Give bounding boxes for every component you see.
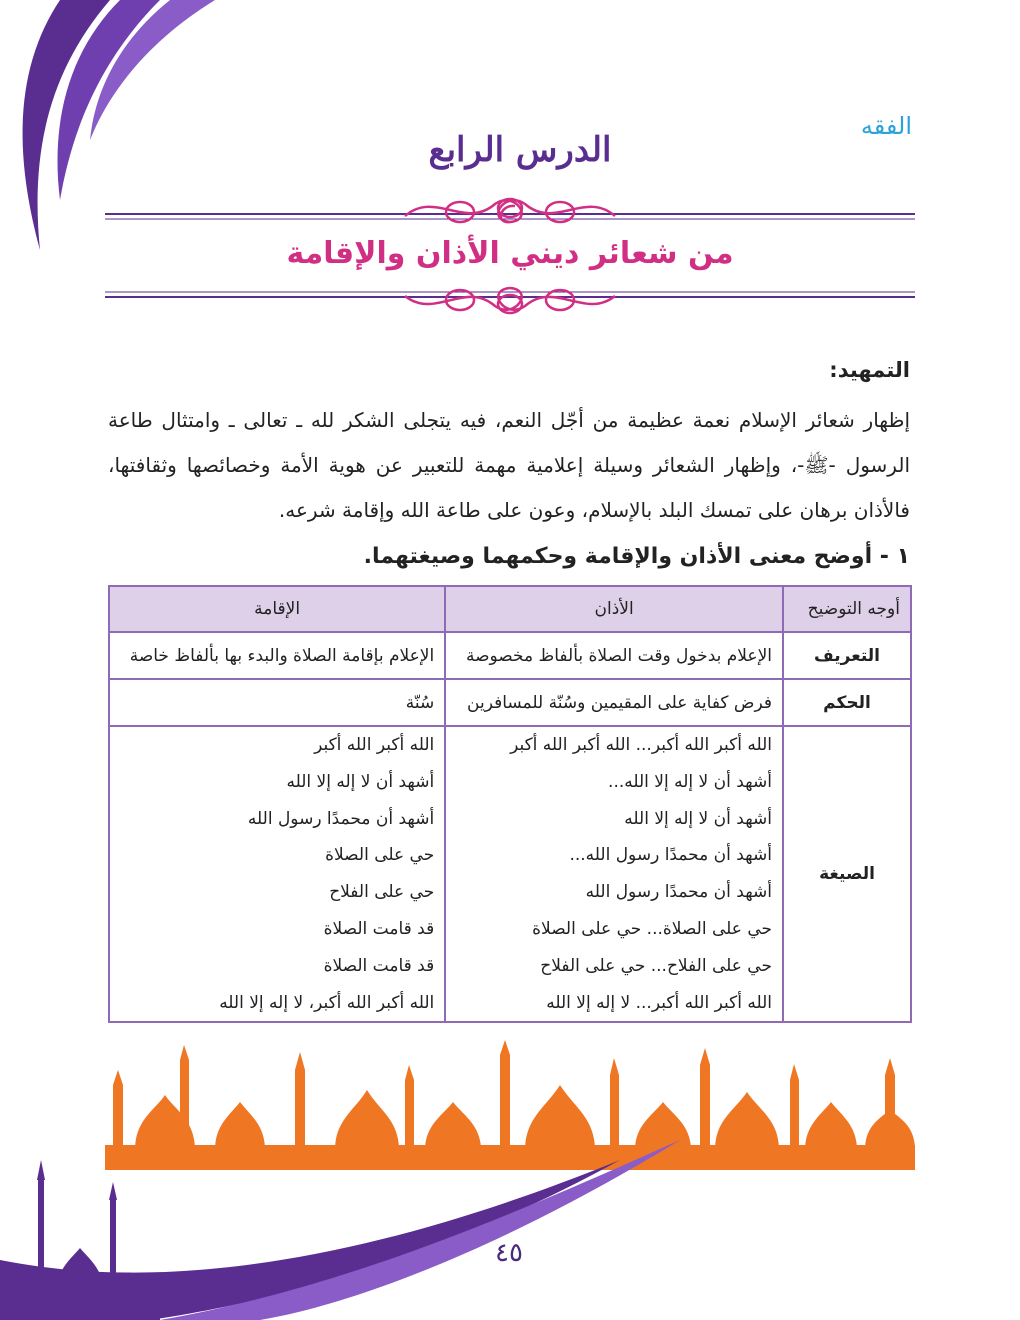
intro-paragraph: إظهار شعائر الإسلام نعمة عظيمة من أجّل النعم، فيه يتجلى الشكر لله ـ تعالى ـ وامتثال طاعة الرسول -ﷺ-، وإظهار الشعائر وسيلة إعلامية مهمة للتعبير عن هوية الأمة وخصائصها وثقافتها، فالأذان برهان على تمسك البلد بالإسلام، وعون على طاعة الله وإقامة شرعه. bbox=[108, 408, 910, 522]
bottom-swoosh-decoration bbox=[0, 1120, 700, 1320]
question-1: ١ - أوضح معنى الأذان والإقامة وحكمهما وصيغتهما. bbox=[363, 544, 910, 569]
table-row-formula bbox=[109, 726, 911, 1022]
adhan-line: أشهد أن لا إله إلا الله... bbox=[608, 771, 772, 792]
header-aspects: أوجه التوضيح bbox=[783, 586, 911, 632]
table-header-row bbox=[109, 586, 911, 632]
lesson-number: الدرس الرابع bbox=[428, 130, 612, 170]
row-label-ruling: الحكم bbox=[783, 679, 911, 726]
header-adhan: الأذان bbox=[445, 586, 783, 632]
iqama-line: قد قامت الصلاة bbox=[323, 918, 435, 939]
subject-label: الفقه bbox=[860, 112, 912, 140]
adhan-line: أشهد أن محمدًا رسول الله... bbox=[569, 845, 772, 866]
iqama-formula bbox=[109, 726, 445, 1022]
lesson-title: من شعائر ديني الأذان والإقامة bbox=[286, 236, 734, 271]
adhan-line: أشهد أن لا إله إلا الله bbox=[624, 808, 772, 829]
iqama-line: الله أكبر الله أكبر، لا إله إلا الله bbox=[219, 992, 435, 1013]
adhan-formula bbox=[445, 726, 783, 1022]
row-label-formula: الصيغة bbox=[783, 726, 911, 1022]
iqama-line: قد قامت الصلاة bbox=[323, 955, 435, 976]
table-row-definition bbox=[109, 632, 911, 679]
iqama-line: حي على الصلاة bbox=[325, 845, 435, 866]
adhan-line: حي على الفلاح... حي على الفلاح bbox=[540, 955, 772, 976]
iqama-definition: الإعلام بإقامة الصلاة والبدء بها بألفاظ خاصة bbox=[109, 632, 445, 679]
iqama-line: أشهد أن لا إله إلا الله bbox=[286, 771, 435, 792]
adhan-line: أشهد أن محمدًا رسول الله bbox=[585, 882, 772, 903]
iqama-line: حي على الفلاح bbox=[329, 882, 435, 903]
adhan-iqama-table bbox=[108, 585, 912, 1023]
iqama-ruling: سُنّة bbox=[109, 679, 445, 726]
adhan-definition: الإعلام بدخول وقت الصلاة بألفاظ مخصوصة bbox=[445, 632, 783, 679]
iqama-line: الله أكبر الله أكبر bbox=[314, 735, 435, 755]
intro-heading: التمهيد: bbox=[829, 358, 910, 382]
row-label-definition: التعريف bbox=[783, 632, 911, 679]
iqama-line: أشهد أن محمدًا رسول الله bbox=[247, 808, 435, 829]
ornament-divider-bottom bbox=[105, 280, 915, 320]
ornament-divider-top bbox=[105, 190, 915, 230]
adhan-line: الله أكبر الله أكبر... لا إله إلا الله bbox=[546, 992, 772, 1013]
page-number: ٤٥ bbox=[495, 1238, 523, 1268]
table-row-ruling bbox=[109, 679, 911, 726]
adhan-ruling: فرض كفاية على المقيمين وسُنّة للمسافرين bbox=[445, 679, 783, 726]
adhan-line: الله أكبر الله أكبر... الله أكبر الله أكبر bbox=[510, 735, 772, 755]
header-iqama: الإقامة bbox=[109, 586, 445, 632]
adhan-line: حي على الصلاة... حي على الصلاة bbox=[532, 918, 772, 939]
